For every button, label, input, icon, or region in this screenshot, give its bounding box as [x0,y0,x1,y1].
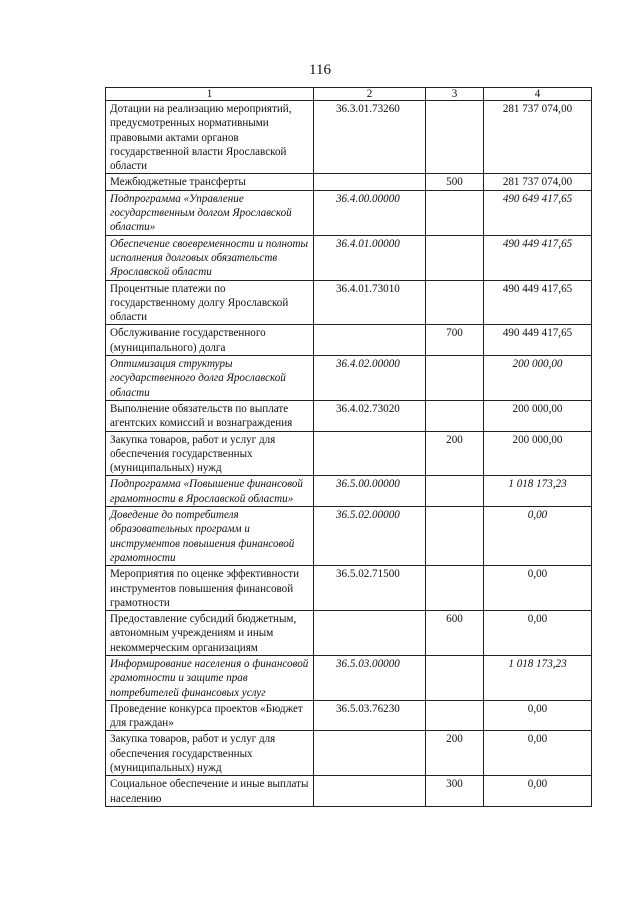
row-amount-cell: 1 018 173,23 [484,476,592,507]
row-type-cell [426,280,484,325]
row-amount-cell: 0,00 [484,507,592,566]
row-amount-cell: 0,00 [484,611,592,656]
row-code-cell [314,431,426,476]
table-row [106,174,592,190]
row-name-cell: Дотации на реализацию мероприятий, предусмотренных нормативными правовыми актами органов государственной власти Ярославской области [106,101,314,174]
table-row [106,101,592,174]
table-row [106,190,592,235]
row-amount-cell: 0,00 [484,700,592,731]
row-name-cell: Предоставление субсидий бюджетным, автономным учреждениям и иным некоммерческим организациям [106,611,314,656]
row-name-cell: Закупка товаров, работ и услуг для обеспечения государственных (муниципальных) нужд [106,731,314,776]
row-code-cell: 36.5.02.00000 [314,507,426,566]
row-code-cell: 36.4.01.00000 [314,235,426,280]
table-row [106,356,592,401]
row-name-cell: Подпрограмма «Управление государственным долгом Ярославской области» [106,190,314,235]
row-amount-cell: 0,00 [484,776,592,807]
row-name-cell: Межбюджетные трансферты [106,174,314,190]
table-row [106,731,592,776]
row-name-cell: Обеспечение своевременности и полноты исполнения долговых обязательств Ярославской области [106,235,314,280]
column-header-3: 3 [426,88,484,101]
row-type-cell [426,476,484,507]
column-header-4: 4 [484,88,592,101]
row-code-cell [314,731,426,776]
row-code-cell: 36.5.00.00000 [314,476,426,507]
row-type-cell [426,400,484,431]
row-type-cell [426,566,484,611]
column-header-2: 2 [314,88,426,101]
row-code-cell: 36.5.03.76230 [314,700,426,731]
row-amount-cell: 490 449 417,65 [484,280,592,325]
table-header-row [106,88,592,101]
table-row [106,431,592,476]
row-name-cell: Проведение конкурса проектов «Бюджет для граждан» [106,700,314,731]
row-type-cell [426,507,484,566]
table-row [106,235,592,280]
row-amount-cell: 0,00 [484,566,592,611]
row-name-cell: Выполнение обязательств по выплате агентских комиссий и вознаграждения [106,400,314,431]
row-type-cell [426,235,484,280]
row-name-cell: Процентные платежи по государственному долгу Ярославской области [106,280,314,325]
column-header-1: 1 [106,88,314,101]
table-row [106,476,592,507]
row-name-cell: Обслуживание государственного (муниципального) долга [106,325,314,356]
row-amount-cell: 490 449 417,65 [484,325,592,356]
row-type-cell [426,700,484,731]
row-type-cell: 200 [426,731,484,776]
table-row [106,325,592,356]
row-amount-cell: 0,00 [484,731,592,776]
row-code-cell: 36.4.01.73010 [314,280,426,325]
row-code-cell [314,174,426,190]
row-amount-cell: 200 000,00 [484,400,592,431]
row-code-cell: 36.3.01.73260 [314,101,426,174]
row-name-cell: Мероприятия по оценке эффективности инструментов повышения финансовой грамотности [106,566,314,611]
row-type-cell [426,190,484,235]
row-amount-cell: 1 018 173,23 [484,655,592,700]
row-name-cell: Доведение до потребителя образовательных программ и инструментов повышения финансовой грамотности [106,507,314,566]
table-row [106,400,592,431]
row-code-cell [314,611,426,656]
table-row [106,280,592,325]
budget-table [105,87,592,807]
table-row [106,566,592,611]
row-code-cell [314,776,426,807]
row-name-cell: Подпрограмма «Повышение финансовой грамотности в Ярославской области» [106,476,314,507]
row-code-cell [314,325,426,356]
row-amount-cell: 281 737 074,00 [484,174,592,190]
row-type-cell: 700 [426,325,484,356]
row-name-cell: Закупка товаров, работ и услуг для обеспечения государственных (муниципальных) нужд [106,431,314,476]
page-number: 116 [309,62,331,78]
row-type-cell [426,655,484,700]
row-amount-cell: 490 649 417,65 [484,190,592,235]
row-code-cell: 36.4.02.00000 [314,356,426,401]
row-code-cell: 36.4.00.00000 [314,190,426,235]
row-name-cell: Социальное обеспечение и иные выплаты населению [106,776,314,807]
table-row [106,655,592,700]
row-name-cell: Оптимизация структуры государственного долга Ярославской области [106,356,314,401]
row-type-cell [426,101,484,174]
row-type-cell: 500 [426,174,484,190]
row-amount-cell: 200 000,00 [484,431,592,476]
table-row [106,507,592,566]
table-row [106,611,592,656]
row-amount-cell: 281 737 074,00 [484,101,592,174]
row-name-cell: Информирование населения о финансовой грамотности и защите прав потребителей финансовых услуг [106,655,314,700]
row-type-cell: 200 [426,431,484,476]
row-code-cell: 36.4.02.73020 [314,400,426,431]
row-code-cell: 36.5.02.71500 [314,566,426,611]
row-type-cell: 300 [426,776,484,807]
table-row [106,776,592,807]
row-type-cell [426,356,484,401]
row-type-cell: 600 [426,611,484,656]
row-code-cell: 36.5.03.00000 [314,655,426,700]
row-amount-cell: 490 449 417,65 [484,235,592,280]
row-amount-cell: 200 000,00 [484,356,592,401]
table-body [106,101,592,807]
table-row [106,700,592,731]
